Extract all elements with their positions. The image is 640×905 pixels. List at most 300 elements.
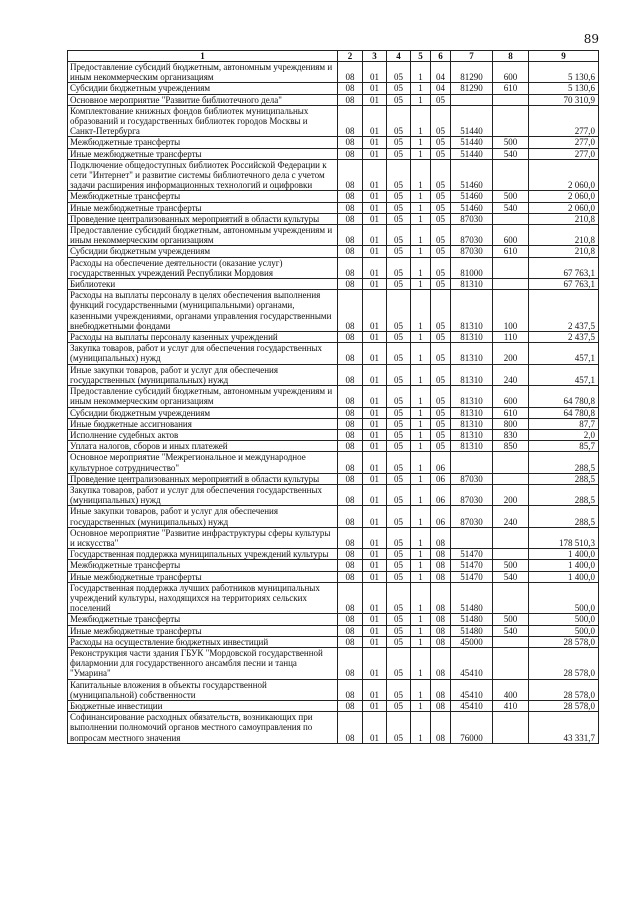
table-row	[68, 679, 599, 700]
code-napr: 87030	[451, 213, 493, 224]
code-pr: 05	[387, 159, 411, 191]
code-vr	[493, 582, 529, 614]
code-rz: 01	[363, 625, 387, 636]
code-pp: 1	[411, 582, 431, 614]
code-pp: 1	[411, 473, 431, 484]
row-name: Иные бюджетные ассигнования	[68, 418, 338, 429]
row-name: Закупка товаров, работ и услуг для обеспечения государственных (муниципальных) нужд	[68, 343, 338, 364]
code-pr: 05	[387, 343, 411, 364]
row-name: Расходы на обеспечение деятельности (оказание услуг) государственных учреждений Республики Мордовия	[68, 257, 338, 278]
row-name: Расходы на выплаты персоналу в целях обеспечения выполнения функций государственными (муниципальными) органами, казенными учреждениями, органами управления государственными внебюджетными фондами	[68, 290, 338, 332]
code-om: 06	[431, 473, 451, 484]
code-vr: 610	[493, 246, 529, 257]
code-pp: 1	[411, 571, 431, 582]
code-napr: 81310	[451, 429, 493, 440]
code-napr: 45410	[451, 700, 493, 711]
code-napr: 81310	[451, 407, 493, 418]
row-name: Проведение централизованных мероприятий в области культуры	[68, 473, 338, 484]
code-pp: 1	[411, 62, 431, 83]
row-name: Субсидии бюджетным учреждениям	[68, 246, 338, 257]
code-rz: 01	[363, 473, 387, 484]
row-amount: 28 578,0	[529, 647, 599, 679]
code-gp: 08	[338, 386, 363, 407]
code-gp: 08	[338, 441, 363, 452]
code-vr	[493, 213, 529, 224]
code-gp: 08	[338, 225, 363, 246]
code-gp: 08	[338, 679, 363, 700]
code-napr: 51470	[451, 571, 493, 582]
row-name: Иные закупки товаров, работ и услуг для обеспечения государственных (муниципальных) нужд	[68, 364, 338, 385]
code-gp: 08	[338, 712, 363, 744]
code-napr: 81310	[451, 364, 493, 385]
code-pr: 05	[387, 94, 411, 105]
code-rz: 01	[363, 571, 387, 582]
row-name: Субсидии бюджетным учреждениям	[68, 407, 338, 418]
code-om: 05	[431, 290, 451, 332]
table-row	[68, 137, 599, 148]
row-name: Межбюджетные трансферты	[68, 614, 338, 625]
code-pr: 05	[387, 429, 411, 440]
code-pp: 1	[411, 213, 431, 224]
code-pr: 05	[387, 191, 411, 202]
table-row	[68, 94, 599, 105]
column-header: 2	[338, 51, 363, 62]
table-row	[68, 225, 599, 246]
code-pr: 05	[387, 614, 411, 625]
row-name: Расходы на осуществление бюджетных инвестиций	[68, 636, 338, 647]
code-om: 08	[431, 527, 451, 548]
code-gp: 08	[338, 137, 363, 148]
code-pr: 05	[387, 137, 411, 148]
row-amount: 500,0	[529, 582, 599, 614]
code-pp: 1	[411, 452, 431, 473]
code-pr: 05	[387, 364, 411, 385]
code-napr: 81290	[451, 62, 493, 83]
code-pr: 05	[387, 636, 411, 647]
row-amount: 288,5	[529, 473, 599, 484]
row-amount: 178 510,3	[529, 527, 599, 548]
code-pr: 05	[387, 407, 411, 418]
table-row	[68, 364, 599, 385]
row-name: Капитальные вложения в объекты государственной (муниципальной) собственности	[68, 679, 338, 700]
code-pp: 1	[411, 506, 431, 527]
code-gp: 08	[338, 407, 363, 418]
code-vr: 110	[493, 332, 529, 343]
code-rz: 01	[363, 429, 387, 440]
code-pp: 1	[411, 290, 431, 332]
code-pr: 05	[387, 647, 411, 679]
row-amount: 70 310,9	[529, 94, 599, 105]
code-rz: 01	[363, 484, 387, 505]
code-gp: 08	[338, 343, 363, 364]
code-napr: 81310	[451, 418, 493, 429]
code-vr: 100	[493, 290, 529, 332]
code-gp: 08	[338, 159, 363, 191]
row-name: Закупка товаров, работ и услуг для обеспечения государственных (муниципальных) нужд	[68, 484, 338, 505]
code-om: 08	[431, 647, 451, 679]
code-gp: 08	[338, 647, 363, 679]
table-row	[68, 418, 599, 429]
code-vr	[493, 527, 529, 548]
code-napr: 87030	[451, 225, 493, 246]
code-vr: 800	[493, 418, 529, 429]
code-pr: 05	[387, 560, 411, 571]
code-pp: 1	[411, 246, 431, 257]
code-vr: 200	[493, 343, 529, 364]
code-pp: 1	[411, 700, 431, 711]
code-pr: 05	[387, 105, 411, 137]
table-row	[68, 582, 599, 614]
code-vr: 500	[493, 137, 529, 148]
page-number: 89	[583, 32, 599, 46]
code-om: 05	[431, 202, 451, 213]
code-vr: 240	[493, 364, 529, 385]
row-name: Государственная поддержка лучших работников муниципальных учреждений культуры, находящихся на территориях сельских поселений	[68, 582, 338, 614]
code-rz: 01	[363, 506, 387, 527]
code-gp: 08	[338, 700, 363, 711]
row-amount: 210,8	[529, 225, 599, 246]
code-vr: 610	[493, 83, 529, 94]
code-pp: 1	[411, 94, 431, 105]
row-amount: 67 763,1	[529, 279, 599, 290]
row-amount: 5 130,6	[529, 62, 599, 83]
code-pp: 1	[411, 441, 431, 452]
code-pp: 1	[411, 202, 431, 213]
code-rz: 01	[363, 332, 387, 343]
row-amount: 1 400,0	[529, 560, 599, 571]
column-header: 3	[363, 51, 387, 62]
code-om: 08	[431, 614, 451, 625]
code-napr: 45410	[451, 647, 493, 679]
code-pr: 05	[387, 62, 411, 83]
code-napr: 87030	[451, 473, 493, 484]
row-amount: 277,0	[529, 105, 599, 137]
row-amount: 2 060,0	[529, 159, 599, 191]
code-napr: 81310	[451, 290, 493, 332]
code-rz: 01	[363, 213, 387, 224]
code-om: 05	[431, 148, 451, 159]
table-row	[68, 636, 599, 647]
code-napr: 51460	[451, 202, 493, 213]
table-row	[68, 159, 599, 191]
code-rz: 01	[363, 647, 387, 679]
code-pp: 1	[411, 148, 431, 159]
row-amount: 1 400,0	[529, 571, 599, 582]
code-om: 05	[431, 418, 451, 429]
code-napr: 81290	[451, 83, 493, 94]
code-vr	[493, 257, 529, 278]
code-pp: 1	[411, 549, 431, 560]
code-rz: 01	[363, 549, 387, 560]
code-napr: 51470	[451, 549, 493, 560]
code-om: 04	[431, 83, 451, 94]
code-gp: 08	[338, 571, 363, 582]
code-pp: 1	[411, 257, 431, 278]
code-vr: 600	[493, 225, 529, 246]
code-rz: 01	[363, 105, 387, 137]
table-row	[68, 560, 599, 571]
code-napr	[451, 94, 493, 105]
code-vr: 540	[493, 571, 529, 582]
code-pp: 1	[411, 429, 431, 440]
row-name: Основное мероприятие "Развитие библиотечного дела"	[68, 94, 338, 105]
table-row	[68, 202, 599, 213]
code-rz: 01	[363, 386, 387, 407]
table-row	[68, 441, 599, 452]
code-om: 05	[431, 94, 451, 105]
table-row	[68, 279, 599, 290]
row-name: Иные межбюджетные трансферты	[68, 625, 338, 636]
row-name: Комплектование книжных фондов библиотек муниципальных образований и государственных библиотек городов Москвы и Санкт-Петербурга	[68, 105, 338, 137]
table-row	[68, 148, 599, 159]
code-rz: 01	[363, 62, 387, 83]
row-amount: 85,7	[529, 441, 599, 452]
row-name: Софинансирование расходных обязательств, возникающих при выполнении полномочий органов местного самоуправления по вопросам местного значения	[68, 712, 338, 744]
table-row	[68, 506, 599, 527]
code-om: 08	[431, 560, 451, 571]
row-amount: 64 780,8	[529, 407, 599, 418]
code-om: 05	[431, 105, 451, 137]
row-amount: 500,0	[529, 614, 599, 625]
code-vr: 540	[493, 148, 529, 159]
table-row	[68, 83, 599, 94]
code-om: 05	[431, 191, 451, 202]
code-napr: 87030	[451, 246, 493, 257]
row-amount: 67 763,1	[529, 257, 599, 278]
code-pr: 05	[387, 332, 411, 343]
code-om: 08	[431, 582, 451, 614]
code-rz: 01	[363, 407, 387, 418]
code-gp: 08	[338, 191, 363, 202]
code-rz: 01	[363, 712, 387, 744]
code-vr: 540	[493, 625, 529, 636]
table-header-row	[68, 51, 599, 62]
table-row	[68, 484, 599, 505]
code-vr: 500	[493, 191, 529, 202]
row-amount: 277,0	[529, 137, 599, 148]
table-row	[68, 712, 599, 744]
code-gp: 08	[338, 418, 363, 429]
table-row	[68, 62, 599, 83]
code-om: 06	[431, 452, 451, 473]
code-pp: 1	[411, 625, 431, 636]
code-gp: 08	[338, 148, 363, 159]
code-pp: 1	[411, 279, 431, 290]
code-napr: 51480	[451, 614, 493, 625]
code-gp: 08	[338, 473, 363, 484]
row-name: Проведение централизованных мероприятий в области культуры	[68, 213, 338, 224]
code-om: 05	[431, 159, 451, 191]
row-name: Реконструкция части здания ГБУК "Мордовской государственной филармонии для государственного ансамбля песни и танца "Умарина"	[68, 647, 338, 679]
code-pr: 05	[387, 571, 411, 582]
code-pr: 05	[387, 290, 411, 332]
code-om: 05	[431, 407, 451, 418]
table-row	[68, 429, 599, 440]
row-amount: 28 578,0	[529, 700, 599, 711]
code-gp: 08	[338, 202, 363, 213]
code-napr	[451, 527, 493, 548]
code-napr: 51480	[451, 582, 493, 614]
code-om: 06	[431, 484, 451, 505]
code-rz: 01	[363, 290, 387, 332]
code-om: 08	[431, 712, 451, 744]
code-pr: 05	[387, 386, 411, 407]
table-row	[68, 386, 599, 407]
code-gp: 08	[338, 614, 363, 625]
code-om: 08	[431, 636, 451, 647]
code-gp: 08	[338, 625, 363, 636]
table-row	[68, 257, 599, 278]
row-amount: 5 130,6	[529, 83, 599, 94]
row-name: Основное мероприятие "Межрегиональное и международное культурное сотрудничество"	[68, 452, 338, 473]
code-rz: 01	[363, 137, 387, 148]
code-om: 05	[431, 279, 451, 290]
code-rz: 01	[363, 225, 387, 246]
code-gp: 08	[338, 279, 363, 290]
code-vr: 830	[493, 429, 529, 440]
code-om: 08	[431, 700, 451, 711]
code-vr: 600	[493, 386, 529, 407]
row-amount: 288,5	[529, 506, 599, 527]
row-amount: 87,7	[529, 418, 599, 429]
row-name: Субсидии бюджетным учреждениям	[68, 83, 338, 94]
code-pr: 05	[387, 257, 411, 278]
row-amount: 457,1	[529, 343, 599, 364]
code-vr	[493, 452, 529, 473]
table-row	[68, 343, 599, 364]
table-row	[68, 105, 599, 137]
row-name: Предоставление субсидий бюджетным, автономным учреждениям и иным некоммерческим организациям	[68, 386, 338, 407]
code-pp: 1	[411, 560, 431, 571]
code-rz: 01	[363, 582, 387, 614]
code-napr: 51480	[451, 625, 493, 636]
code-napr: 51440	[451, 148, 493, 159]
code-vr	[493, 94, 529, 105]
code-vr: 400	[493, 679, 529, 700]
row-amount: 1 400,0	[529, 549, 599, 560]
code-om: 08	[431, 549, 451, 560]
row-name: Бюджетные инвестиции	[68, 700, 338, 711]
code-pp: 1	[411, 137, 431, 148]
code-rz: 01	[363, 364, 387, 385]
code-pp: 1	[411, 386, 431, 407]
code-rz: 01	[363, 343, 387, 364]
code-napr: 51460	[451, 191, 493, 202]
row-name: Предоставление субсидий бюджетным, автономным учреждениям и иным некоммерческим организациям	[68, 225, 338, 246]
code-pp: 1	[411, 614, 431, 625]
row-amount: 288,5	[529, 484, 599, 505]
code-rz: 01	[363, 452, 387, 473]
code-napr: 81000	[451, 257, 493, 278]
column-header: 9	[529, 51, 599, 62]
table-row	[68, 647, 599, 679]
row-name: Межбюджетные трансферты	[68, 560, 338, 571]
row-amount: 210,8	[529, 246, 599, 257]
row-name: Расходы на выплаты персоналу казенных учреждений	[68, 332, 338, 343]
code-om: 05	[431, 137, 451, 148]
row-amount: 2 437,5	[529, 332, 599, 343]
code-pr: 05	[387, 83, 411, 94]
code-napr: 81310	[451, 343, 493, 364]
code-rz: 01	[363, 441, 387, 452]
code-pp: 1	[411, 364, 431, 385]
column-header: 7	[451, 51, 493, 62]
code-pp: 1	[411, 191, 431, 202]
code-rz: 01	[363, 279, 387, 290]
code-om: 05	[431, 343, 451, 364]
row-amount: 500,0	[529, 625, 599, 636]
row-amount: 43 331,7	[529, 712, 599, 744]
code-pr: 05	[387, 625, 411, 636]
code-om: 05	[431, 332, 451, 343]
code-pp: 1	[411, 225, 431, 246]
code-pp: 1	[411, 527, 431, 548]
code-rz: 01	[363, 159, 387, 191]
code-gp: 08	[338, 246, 363, 257]
code-om: 05	[431, 213, 451, 224]
code-om: 05	[431, 386, 451, 407]
code-rz: 01	[363, 83, 387, 94]
row-amount: 28 578,0	[529, 636, 599, 647]
code-napr: 51440	[451, 137, 493, 148]
code-gp: 08	[338, 429, 363, 440]
code-gp: 08	[338, 62, 363, 83]
budget-table	[67, 50, 599, 744]
code-pr: 05	[387, 582, 411, 614]
code-rz: 01	[363, 148, 387, 159]
code-gp: 08	[338, 290, 363, 332]
code-vr: 200	[493, 484, 529, 505]
table-row	[68, 527, 599, 548]
code-gp: 08	[338, 506, 363, 527]
row-amount: 28 578,0	[529, 679, 599, 700]
code-vr: 540	[493, 202, 529, 213]
code-vr: 410	[493, 700, 529, 711]
row-amount: 2,0	[529, 429, 599, 440]
code-vr	[493, 712, 529, 744]
row-name: Уплата налогов, сборов и иных платежей	[68, 441, 338, 452]
code-om: 05	[431, 246, 451, 257]
code-vr	[493, 636, 529, 647]
table-row	[68, 290, 599, 332]
code-vr	[493, 473, 529, 484]
code-vr	[493, 647, 529, 679]
code-napr: 45000	[451, 636, 493, 647]
code-pr: 05	[387, 148, 411, 159]
code-gp: 08	[338, 452, 363, 473]
code-rz: 01	[363, 679, 387, 700]
code-vr: 240	[493, 506, 529, 527]
code-pr: 05	[387, 213, 411, 224]
table-row	[68, 549, 599, 560]
row-name: Основное мероприятие "Развитие инфраструктуры сферы культуры и искусства"	[68, 527, 338, 548]
row-name: Иные закупки товаров, работ и услуг для обеспечения государственных (муниципальных) нужд	[68, 506, 338, 527]
table-row	[68, 614, 599, 625]
code-vr	[493, 279, 529, 290]
code-vr: 500	[493, 560, 529, 571]
table-row	[68, 452, 599, 473]
code-napr: 81310	[451, 386, 493, 407]
row-name: Предоставление субсидий бюджетным, автономным учреждениям и иным некоммерческим организациям	[68, 62, 338, 83]
code-pr: 05	[387, 549, 411, 560]
code-vr: 850	[493, 441, 529, 452]
code-vr: 500	[493, 614, 529, 625]
row-amount: 2 060,0	[529, 191, 599, 202]
code-pp: 1	[411, 332, 431, 343]
code-gp: 08	[338, 332, 363, 343]
code-om: 05	[431, 364, 451, 385]
code-napr: 81310	[451, 279, 493, 290]
